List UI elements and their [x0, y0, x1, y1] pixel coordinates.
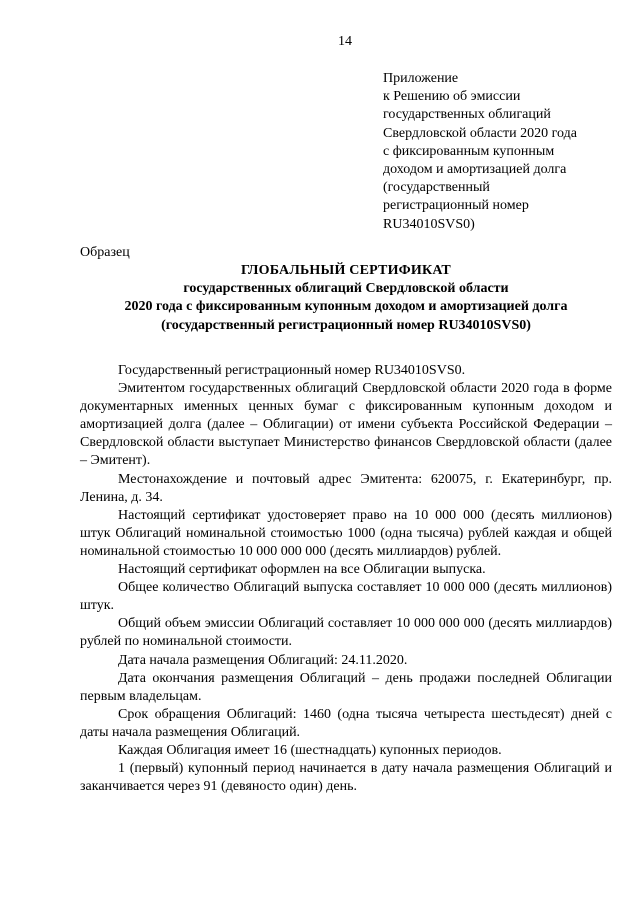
body-paragraph: Настоящий сертификат удостоверяет право на 10 000 000 (десять миллионов) штук Облигаций номинальной стоимостью 1000 (одна тысяча) рублей каждая и общей номинальной стоимостью 10 000 000 000 (десять миллиардов) рублей. [80, 507, 612, 559]
title-line: 2020 года с фиксированным купонным доходом и амортизацией долга [124, 299, 568, 315]
annex-line: регистрационный номер [383, 198, 529, 214]
title-line: государственных облигаций Свердловской области [183, 281, 509, 297]
annex-line: Приложение [383, 71, 459, 86]
body-paragraph: Срок обращения Облигаций: 1460 (одна тысяча четыреста шестьдесят) дней с даты начала размещения Облигаций. [80, 706, 612, 740]
annex-line: Свердловской области 2020 года [383, 125, 577, 141]
sample-label: Образец [80, 245, 130, 260]
certificate-title [80, 262, 612, 335]
body-paragraph: Дата начала размещения Облигаций: 24.11.2020. [118, 652, 408, 668]
body-paragraph: Местонахождение и почтовый адрес Эмитента: 620075, г. Екатеринбург, пр. Ленина, д. 34. [80, 471, 612, 505]
title-main: ГЛОБАЛЬНЫЙ СЕРТИФИКАТ [241, 263, 451, 278]
annex-line: государственных облигаций [383, 107, 551, 123]
annex-line: RU34010SVS0) [383, 216, 475, 232]
body-paragraph: Государственный регистрационный номер RU34010SVS0. [118, 363, 466, 378]
annex-line: доходом и амортизацией долга [383, 162, 567, 178]
annex-block [383, 70, 623, 234]
page-number: 14 [338, 34, 352, 49]
title-line: (государственный регистрационный номер RU34010SVS0) [161, 317, 531, 333]
certificate-body [80, 362, 612, 796]
body-paragraph: Эмитентом государственных облигаций Свердловской области 2020 года в форме документарных именных ценных бумаг с фиксированным купонным доходом и амортизацией долга (далее – Облигации) от имени субъекта Российской Федерации – Свердловской области выступает Министерство финансов Свердловской области (далее – Эмитент). [80, 381, 612, 469]
annex-line: с фиксированным купонным [383, 143, 555, 159]
annex-line: к Решению об эмиссии [383, 89, 521, 105]
body-paragraph: Каждая Облигация имеет 16 (шестнадцать) купонных периодов. [118, 742, 502, 758]
body-paragraph: Общий объем эмиссии Облигаций составляет 10 000 000 000 (десять миллиардов) рублей по номинальной стоимости. [80, 616, 612, 650]
body-paragraph: Общее количество Облигаций выпуска составляет 10 000 000 (десять миллионов) штук. [80, 580, 612, 614]
body-paragraph: Настоящий сертификат оформлен на все Облигации выпуска. [118, 562, 486, 578]
body-paragraph: 1 (первый) купонный период начинается в дату начала размещения Облигаций и заканчивается через 91 (девяносто один) день. [80, 761, 612, 795]
body-paragraph: Дата окончания размещения Облигаций – день продажи последней Облигации первым владельцам. [80, 670, 612, 704]
annex-line: (государственный [383, 180, 490, 196]
